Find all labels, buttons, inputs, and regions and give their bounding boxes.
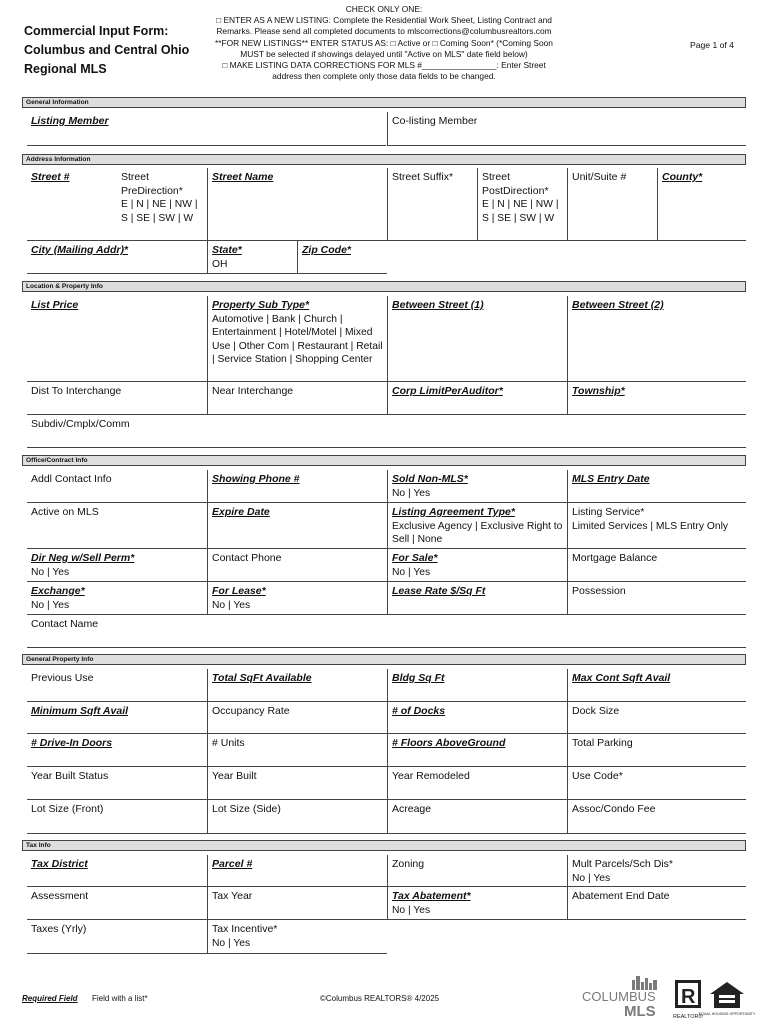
- dock-size-field[interactable]: [567, 702, 746, 734]
- use-code-field[interactable]: [567, 767, 746, 800]
- previous-use-field[interactable]: [27, 669, 207, 702]
- listing-agreement-type-options: Exclusive Agency | Exclusive Right to Sell | None: [392, 520, 563, 545]
- county-label: County*: [662, 171, 703, 183]
- min-sqft-field[interactable]: [27, 702, 207, 734]
- parcel-field[interactable]: [207, 855, 387, 887]
- min-sqft-label: Minimum Sqft Avail: [31, 705, 129, 717]
- year-built-field[interactable]: [207, 767, 387, 800]
- abatement-end-date-field[interactable]: [567, 887, 746, 920]
- expire-date-label: Expire Date: [212, 506, 270, 518]
- dist-to-interchange-field[interactable]: [27, 382, 207, 415]
- exchange-options: No | Yes: [31, 599, 70, 611]
- occupancy-rate-label: Occupancy Rate: [212, 705, 290, 717]
- status-option[interactable]: **FOR NEW LISTINGS** ENTER STATUS AS: □ Active or □ Coming Soon* (*Coming Soon MUST be selected if showings delayed until "Active on MLS" date field below): [215, 37, 553, 59]
- exchange-label: Exchange*: [31, 585, 85, 597]
- tax-incentive-field[interactable]: [207, 920, 387, 954]
- year-built-label: Year Built: [212, 770, 257, 782]
- tax-year-field[interactable]: [207, 887, 387, 920]
- listing-service-field[interactable]: [567, 503, 746, 549]
- skyline-icon: [580, 974, 672, 1018]
- assoc-condo-fee-field[interactable]: [567, 800, 746, 834]
- listing-service-options: Limited Services | MLS Entry Only: [572, 520, 729, 532]
- zoning-field[interactable]: [387, 855, 567, 887]
- township-field[interactable]: [567, 382, 746, 415]
- copyright: ©Columbus REALTORS® 4/2025: [320, 994, 440, 1003]
- logo-columbus-text: COLUMBUS: [582, 989, 656, 1004]
- year-remodeled-field[interactable]: [387, 767, 567, 800]
- tax-abatement-options: No | Yes: [392, 904, 431, 916]
- subdiv-field[interactable]: [27, 415, 746, 448]
- svg-text:R: R: [681, 986, 696, 1008]
- street-number-field[interactable]: [27, 168, 117, 241]
- city-field[interactable]: [27, 241, 207, 274]
- active-on-mls-label: Active on MLS: [31, 506, 99, 518]
- city-label: City (Mailing Addr)*: [31, 244, 129, 256]
- tax-abatement-label: Tax Abatement*: [392, 890, 471, 902]
- realtor-logo-text: REALTOR®: [673, 1014, 703, 1020]
- possession-field[interactable]: [567, 582, 746, 615]
- drive-in-doors-field[interactable]: [27, 734, 207, 767]
- occupancy-rate-field[interactable]: [207, 702, 387, 734]
- assoc-condo-fee-label: Assoc/Condo Fee: [572, 803, 656, 815]
- dir-neg-label: Dir Neg w/Sell Perm*: [31, 552, 135, 564]
- assessment-field[interactable]: [27, 887, 207, 920]
- parcel-label: Parcel #: [212, 858, 253, 870]
- contact-name-field[interactable]: [27, 615, 746, 648]
- num-units-label: # Units: [212, 737, 245, 749]
- for-sale-options: No | Yes: [392, 566, 431, 578]
- lot-size-front-label: Lot Size (Front): [31, 803, 104, 815]
- street-suffix-label: Street Suffix*: [392, 171, 454, 183]
- for-sale-label: For Sale*: [392, 552, 438, 564]
- check-only-one-heading: CHECK ONLY ONE:: [345, 4, 423, 14]
- exchange-field[interactable]: [27, 582, 207, 615]
- dir-neg-field[interactable]: [27, 549, 207, 582]
- corp-limit-label: Corp LimitPerAuditor*: [392, 385, 503, 397]
- for-lease-label: For Lease*: [212, 585, 266, 597]
- form-title: Commercial Input Form: Columbus and Central Ohio Regional MLS: [24, 24, 190, 76]
- street-name-label: Street Name: [212, 171, 274, 183]
- columbus-mls-logo: [580, 974, 672, 1018]
- list-price-field[interactable]: [27, 296, 207, 382]
- street-name-field[interactable]: [207, 168, 387, 241]
- sold-non-mls-field[interactable]: [387, 470, 567, 503]
- unit-suite-field[interactable]: [567, 168, 657, 241]
- new-listing-option[interactable]: □ ENTER AS A NEW LISTING: Complete the Residential Work Sheet, Listing Contract and Remarks. Please send all completed documents to mlscorrections@columbusrealtors.com: [216, 15, 552, 37]
- dir-neg-options: No | Yes: [31, 566, 70, 578]
- property-sub-type-label: Property Sub Type*: [212, 299, 310, 311]
- taxes-yrly-label: Taxes (Yrly): [31, 923, 87, 935]
- contact-phone-label: Contact Phone: [212, 552, 282, 564]
- tax-incentive-options: No | Yes: [212, 937, 251, 949]
- total-parking-label: Total Parking: [572, 737, 633, 749]
- property-sub-type-field[interactable]: [207, 296, 387, 382]
- listing-agreement-type-field[interactable]: [387, 503, 567, 549]
- num-units-field[interactable]: [207, 734, 387, 767]
- zip-code-field[interactable]: [297, 241, 387, 274]
- mls-entry-date-label: MLS Entry Date: [572, 473, 650, 485]
- state-label: State*: [212, 244, 242, 256]
- listing-member-label: Listing Member: [31, 115, 109, 127]
- sold-non-mls-label: Sold Non-MLS*: [392, 473, 468, 485]
- page-number: Page 1 of 4: [690, 40, 734, 50]
- showing-phone-field[interactable]: [207, 470, 387, 503]
- for-lease-options: No | Yes: [212, 599, 251, 611]
- contact-phone-field[interactable]: [207, 549, 387, 582]
- listing-agreement-type-label: Listing Agreement Type*: [392, 506, 515, 518]
- sold-non-mls-options: No | Yes: [392, 487, 431, 499]
- lot-size-side-field[interactable]: [207, 800, 387, 834]
- tax-district-field[interactable]: [27, 855, 207, 887]
- bldg-sqft-field[interactable]: [387, 669, 567, 702]
- dist-to-interchange-label: Dist To Interchange: [31, 385, 122, 397]
- section-address-information: Address Information: [22, 154, 746, 165]
- showing-phone-label: Showing Phone #: [212, 473, 300, 485]
- street-postdirection-field[interactable]: [477, 168, 567, 241]
- num-docks-field[interactable]: [387, 702, 567, 734]
- state-value: OH: [212, 258, 228, 270]
- between-street-2-label: Between Street (2): [572, 299, 664, 311]
- use-code-label: Use Code*: [572, 770, 623, 782]
- corrections-option[interactable]: □ MAKE LISTING DATA CORRECTIONS FOR MLS #________________: Enter Street address then complete only those data fields to be changed.: [222, 60, 546, 82]
- section-general-information: General Information: [22, 97, 746, 108]
- lot-size-side-label: Lot Size (Side): [212, 803, 281, 815]
- section-office-contract-info: Office/Contract Info: [22, 455, 746, 466]
- mult-parcels-options: No | Yes: [572, 872, 611, 884]
- tax-district-label: Tax District: [31, 858, 88, 870]
- section-general-property-info: General Property Info: [22, 654, 746, 665]
- street-number-label: Street #: [31, 171, 70, 183]
- near-interchange-field[interactable]: [207, 382, 387, 415]
- near-interchange-label: Near Interchange: [212, 385, 294, 397]
- street-predirection-field[interactable]: [117, 168, 207, 241]
- county-field[interactable]: [657, 168, 746, 241]
- max-cont-sqft-field[interactable]: [567, 669, 746, 702]
- year-built-status-field[interactable]: [27, 767, 207, 800]
- for-lease-field[interactable]: [207, 582, 387, 615]
- logo-mls-text: MLS: [624, 1003, 656, 1020]
- lease-rate-field[interactable]: [387, 582, 567, 615]
- mortgage-balance-field[interactable]: [567, 549, 746, 582]
- property-sub-type-options: Automotive | Bank | Church | Entertainment | Hotel/Motel | Mixed Use | Other Com | Restaurant | Retail | Service Station | Shopping Center: [212, 313, 383, 365]
- tax-year-label: Tax Year: [212, 890, 253, 902]
- expire-date-field[interactable]: [207, 503, 387, 549]
- check-only-one-instructions: [208, 4, 560, 82]
- abatement-end-date-label: Abatement End Date: [572, 890, 670, 902]
- floors-above-field[interactable]: [387, 734, 567, 767]
- dock-size-label: Dock Size: [572, 705, 620, 717]
- mls-entry-date-field[interactable]: [567, 470, 746, 503]
- tax-incentive-label: Tax Incentive*: [212, 923, 278, 935]
- field-with-list-legend: Field with a list*: [92, 994, 148, 1003]
- total-sqft-field[interactable]: [207, 669, 387, 702]
- list-price-label: List Price: [31, 299, 79, 311]
- between-street-1-label: Between Street (1): [392, 299, 484, 311]
- street-predirection-options: E | N | NE | NW | S | SE | SW | W: [121, 199, 198, 224]
- num-docks-label: # of Docks: [392, 705, 446, 717]
- subdiv-label: Subdiv/Cmplx/Comm: [31, 418, 130, 430]
- bldg-sqft-label: Bldg Sq Ft: [392, 672, 445, 684]
- acreage-label: Acreage: [392, 803, 432, 815]
- equal-housing-logo: [698, 978, 756, 1020]
- addl-contact-info-field[interactable]: [27, 470, 207, 503]
- total-parking-field[interactable]: [567, 734, 746, 767]
- taxes-yrly-field[interactable]: [27, 920, 207, 954]
- township-label: Township*: [572, 385, 625, 397]
- max-cont-sqft-label: Max Cont Sqft Avail: [572, 672, 671, 684]
- listing-member-field[interactable]: [27, 112, 386, 146]
- possession-label: Possession: [572, 585, 626, 597]
- mult-parcels-field[interactable]: [567, 855, 746, 887]
- state-field[interactable]: [207, 241, 297, 274]
- year-built-status-label: Year Built Status: [31, 770, 109, 782]
- for-sale-field[interactable]: [387, 549, 567, 582]
- street-postdirection-label: Street PostDirection*: [482, 171, 549, 197]
- assessment-label: Assessment: [31, 890, 89, 902]
- acreage-field[interactable]: [387, 800, 567, 834]
- mult-parcels-label: Mult Parcels/Sch Dis*: [572, 858, 673, 870]
- required-field-legend: Required Field: [22, 994, 78, 1003]
- active-on-mls-field[interactable]: [27, 503, 207, 549]
- previous-use-label: Previous Use: [31, 672, 94, 684]
- drive-in-doors-label: # Drive-In Doors: [31, 737, 113, 749]
- addl-contact-info-label: Addl Contact Info: [31, 473, 112, 485]
- total-sqft-label: Total SqFt Available: [212, 672, 312, 684]
- corp-limit-field[interactable]: [387, 382, 567, 415]
- lease-rate-label: Lease Rate $/Sq Ft: [392, 585, 486, 597]
- house-icon: [698, 978, 756, 1020]
- section-location-property-info: Location & Property Info: [22, 281, 746, 292]
- zoning-label: Zoning: [392, 858, 425, 870]
- tax-abatement-field[interactable]: [387, 887, 567, 920]
- year-remodeled-label: Year Remodeled: [392, 770, 470, 782]
- between-street-1-field[interactable]: [387, 296, 567, 382]
- between-street-2-field[interactable]: [567, 296, 746, 382]
- section-tax-info: Tax Info: [22, 840, 746, 851]
- zip-code-label: Zip Code*: [302, 244, 351, 256]
- unit-suite-label: Unit/Suite #: [572, 171, 627, 183]
- colisting-member-label: Co-listing Member: [392, 115, 478, 127]
- eho-logo-text: EQUAL HOUSING OPPORTUNITY: [698, 1012, 756, 1016]
- street-postdirection-options: E | N | NE | NW | S | SE | SW | W: [482, 199, 559, 224]
- mortgage-balance-label: Mortgage Balance: [572, 552, 658, 564]
- colisting-member-field[interactable]: [387, 112, 746, 146]
- street-suffix-field[interactable]: [387, 168, 477, 241]
- street-predirection-label: Street PreDirection*: [121, 171, 183, 197]
- lot-size-front-field[interactable]: [27, 800, 207, 834]
- contact-name-label: Contact Name: [31, 618, 99, 630]
- floors-above-label: # Floors AboveGround: [392, 737, 506, 749]
- listing-service-label: Listing Service*: [572, 506, 645, 518]
